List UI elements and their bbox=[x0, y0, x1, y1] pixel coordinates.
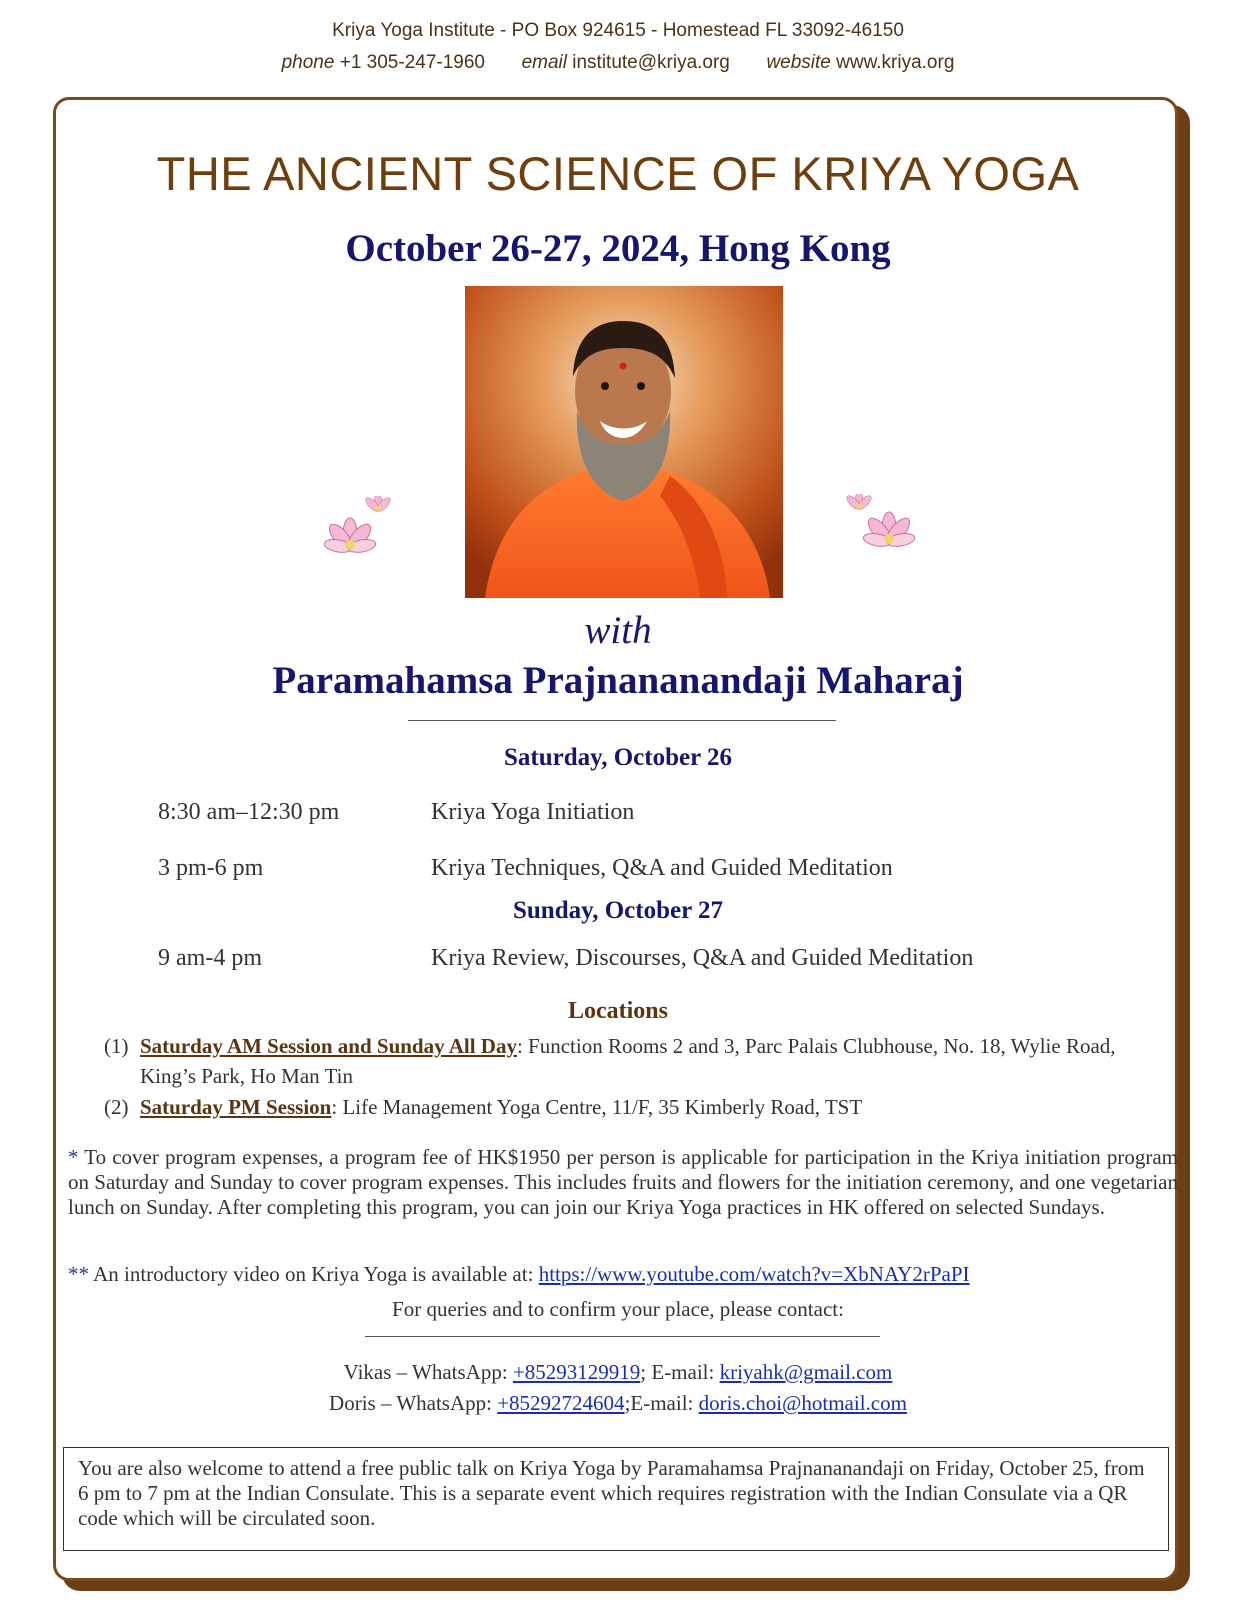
schedule-time: 9 am-4 pm bbox=[158, 945, 262, 971]
email-link[interactable]: doris.choi@hotmail.com bbox=[698, 1391, 907, 1415]
schedule-time: 8:30 am–12:30 pm bbox=[158, 799, 340, 825]
contact-doris bbox=[0, 1391, 1236, 1416]
location-label: Saturday AM Session and Sunday All Day bbox=[140, 1034, 517, 1058]
email-address: institute@kriya.org bbox=[572, 52, 730, 73]
location-address: : Life Management Yoga Centre, 11/F, 35 Kimberly Road, TST bbox=[331, 1095, 863, 1119]
schedule-time: 3 pm-6 pm bbox=[158, 855, 264, 881]
day1-heading: Saturday, October 26 bbox=[503, 744, 732, 771]
contact-separator: ;E-mail: bbox=[624, 1391, 699, 1415]
video-note bbox=[68, 1262, 1178, 1287]
lotus-right-icon bbox=[843, 494, 925, 581]
phone-number: +1 305-247-1960 bbox=[339, 52, 485, 73]
contact-line bbox=[0, 52, 1236, 74]
phone-label: phone bbox=[281, 52, 335, 73]
location-address: : Function Rooms 2 and 3, Parc Palais Clubhouse, No. 18, Wylie Road, King’s Park, Ho Man Tin bbox=[140, 1034, 1116, 1088]
contact-vikas bbox=[0, 1360, 1236, 1385]
schedule-description: Kriya Review, Discourses, Q&A and Guided Meditation bbox=[431, 945, 974, 971]
contact-divider bbox=[365, 1336, 880, 1337]
whatsapp-link[interactable]: +85293129919 bbox=[512, 1360, 641, 1384]
video-link[interactable]: https://www.youtube.com/watch?v=XbNAY2rPaPI bbox=[538, 1262, 970, 1286]
video-note-text: An introductory video on Kriya Yoga is available at: bbox=[89, 1262, 539, 1286]
schedule-description: Kriya Yoga Initiation bbox=[431, 799, 635, 825]
locations-heading: Locations bbox=[567, 998, 668, 1024]
public-talk-notice: You are also welcome to attend a free public talk on Kriya Yoga by Paramahamsa Prajnananandaji on Friday, October 25, from 6 pm to 7 pm at the Indian Consulate. This is a separate event which requires registration with the Indian Consulate via a QR code which will be circulated soon. bbox=[63, 1447, 1169, 1551]
fee-note bbox=[68, 1145, 1178, 1220]
institute-address: Kriya Yoga Institute - PO Box 924615 - Homestead FL 33092-46150 bbox=[332, 20, 904, 41]
event-dateline: October 26-27, 2024, Hong Kong bbox=[345, 227, 891, 270]
flyer-title: THE ANCIENT SCIENCE OF KRIYA YOGA bbox=[156, 147, 1080, 200]
fee-note-text: To cover program expenses, a program fee of HK$1950 per person is applicable for participation in the Kriya initiation program on Saturday and Sunday to cover program expenses. This includes fruits and flowers for the initiation ceremony, and one vegetarian lunch on Sunday. After completing this program, you can join our Kriya Yoga practices in HK offered on selected Sundays. bbox=[68, 1145, 1178, 1219]
contact-prefix: Vikas – WhatsApp: bbox=[343, 1360, 513, 1384]
schedule-description: Kriya Techniques, Q&A and Guided Meditation bbox=[431, 855, 893, 881]
website-address: www.kriya.org bbox=[836, 52, 955, 73]
lotus-left-icon bbox=[318, 496, 400, 583]
location-item bbox=[104, 1092, 1184, 1122]
teacher-name: Paramahamsa Prajnananandaji Maharaj bbox=[272, 659, 964, 702]
website-label: website bbox=[766, 52, 831, 73]
note-marker: * bbox=[68, 1145, 79, 1169]
contact-separator: ; E-mail: bbox=[640, 1360, 720, 1384]
email-label: email bbox=[521, 52, 567, 73]
location-item bbox=[104, 1031, 1184, 1091]
with-label: with bbox=[584, 609, 652, 652]
email-link[interactable]: kriyahk@gmail.com bbox=[719, 1360, 893, 1384]
contact-prefix: Doris – WhatsApp: bbox=[329, 1391, 498, 1415]
location-label: Saturday PM Session bbox=[140, 1095, 332, 1119]
teacher-divider bbox=[408, 720, 836, 721]
contact-intro: For queries and to confirm your place, please contact: bbox=[392, 1297, 844, 1321]
teacher-portrait bbox=[465, 286, 783, 598]
location-number: (2) bbox=[104, 1095, 129, 1119]
whatsapp-link[interactable]: +85292724604 bbox=[497, 1391, 625, 1415]
note-marker: ** bbox=[68, 1262, 89, 1286]
day2-heading: Sunday, October 27 bbox=[513, 897, 723, 924]
location-number: (1) bbox=[104, 1034, 129, 1058]
